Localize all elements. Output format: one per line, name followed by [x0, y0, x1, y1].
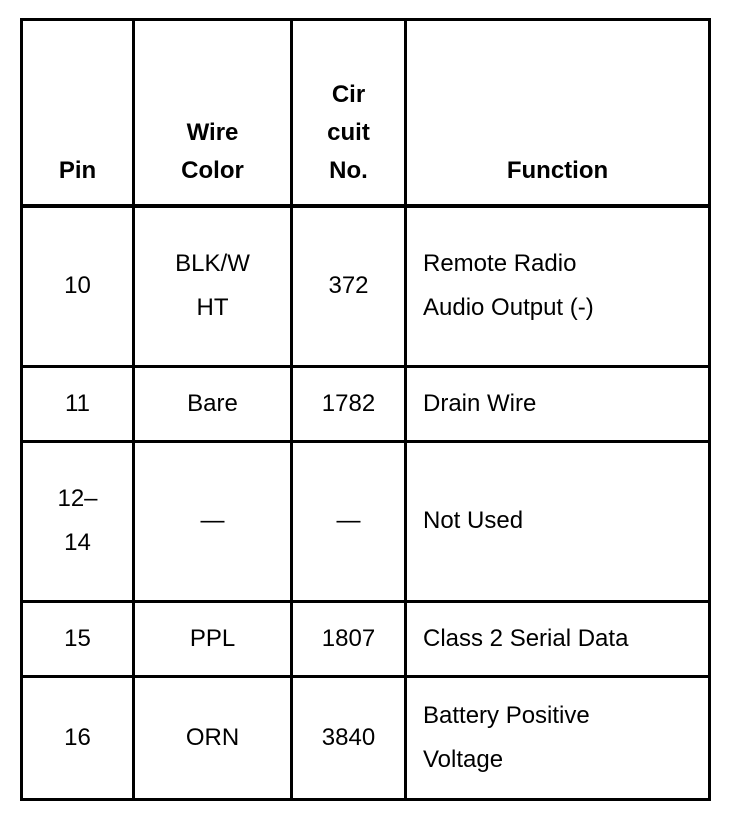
- wire-color-cell: [134, 676, 292, 799]
- table-row: [22, 206, 710, 367]
- circuit-no-value: 3840: [321, 723, 376, 751]
- table-row: [22, 366, 710, 441]
- circuit-no-value: —: [336, 507, 361, 534]
- header-wire-color: [134, 20, 292, 206]
- table-row: [22, 441, 710, 601]
- header-circuit-no-label: Cir cuit No.: [327, 80, 370, 184]
- function-value: Class 2 Serial Data: [423, 624, 629, 652]
- wire-color-cell: [134, 366, 292, 441]
- wire-color-cell: [134, 441, 292, 601]
- header-pin: [22, 20, 134, 206]
- pin-value: 11: [65, 389, 90, 417]
- table-header: [22, 20, 710, 206]
- circuit-no-cell: [292, 206, 406, 367]
- wire-color-cell: [134, 601, 292, 676]
- circuit-no-value: 1807: [321, 624, 376, 652]
- function-cell: [406, 206, 710, 367]
- circuit-no-value: 1782: [321, 389, 376, 417]
- wire-color-cell: [134, 206, 292, 367]
- pin-cell: [22, 441, 134, 601]
- header-pin-label: Pin: [58, 156, 97, 184]
- function-value: Remote Radio Audio Output (-): [423, 250, 594, 321]
- pin-cell: [22, 601, 134, 676]
- circuit-no-cell: [292, 441, 406, 601]
- circuit-no-value: 372: [328, 272, 369, 299]
- function-cell: [406, 366, 710, 441]
- pin-value: 12– 14: [57, 485, 98, 556]
- table-row: [22, 676, 710, 799]
- function-value: Not Used: [423, 507, 524, 534]
- circuit-no-cell: [292, 601, 406, 676]
- wire-color-value: BLK/W HT: [175, 250, 250, 321]
- wire-color-value: ORN: [185, 723, 240, 751]
- header-function: [406, 20, 710, 206]
- circuit-no-cell: [292, 366, 406, 441]
- pin-value: 15: [64, 624, 91, 652]
- function-value: Battery Positive Voltage: [423, 701, 590, 773]
- connector-pinout-table: [20, 18, 711, 801]
- wire-color-value: PPL: [189, 624, 236, 652]
- header-row: [22, 20, 710, 206]
- pin-value: 16: [64, 723, 91, 751]
- pin-value: 10: [64, 272, 91, 299]
- header-wire-color-label: Wire Color: [181, 118, 244, 184]
- pin-cell: [22, 206, 134, 367]
- table-body: [22, 206, 710, 800]
- circuit-no-cell: [292, 676, 406, 799]
- header-circuit-no: [292, 20, 406, 206]
- function-cell: [406, 601, 710, 676]
- table-row: [22, 601, 710, 676]
- wire-color-value: Bare: [187, 389, 238, 417]
- pin-cell: [22, 676, 134, 799]
- pin-cell: [22, 366, 134, 441]
- wire-color-value: —: [200, 507, 225, 534]
- header-function-label: Function: [506, 156, 609, 184]
- function-cell: [406, 441, 710, 601]
- function-cell: [406, 676, 710, 799]
- function-value: Drain Wire: [423, 389, 537, 417]
